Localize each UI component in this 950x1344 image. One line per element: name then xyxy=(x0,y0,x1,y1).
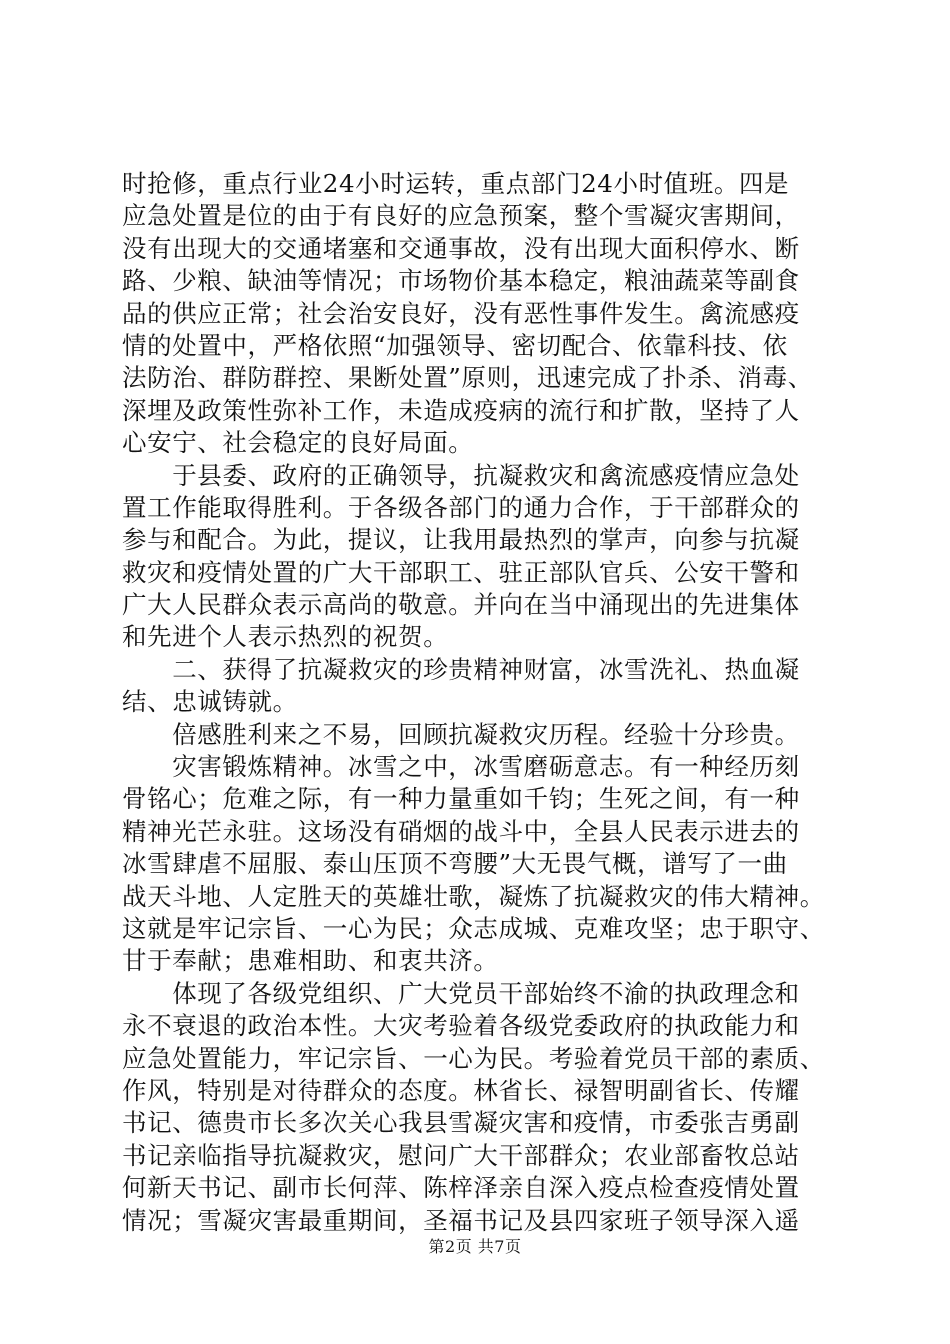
text-line: 没有出现大的交通堵塞和交通事故，没有出现大面积停水、断 xyxy=(122,233,800,263)
text-line: 于县委、政府的正确领导，抗凝救灾和禽流感疫情应急处 xyxy=(122,460,800,490)
text-line: 甘于奉献；患难相助、和衷共济。 xyxy=(122,946,499,976)
text-line: 永不衰退的政治本性。大灾考验着各级党委政府的执政能力和 xyxy=(122,1011,800,1041)
text-line: 路、少粮、缺油等情况；市场物价基本稳定，粮油蔬菜等副食 xyxy=(122,266,800,296)
text-line: 倍感胜利来之不易，回顾抗凝救灾历程。经验十分珍贵。 xyxy=(122,719,800,749)
text-line: 置工作能取得胜利。于各级各部门的通力合作，于干部群众的 xyxy=(122,492,800,522)
text-line: 和先进个人表示热烈的祝贺。 xyxy=(122,622,449,652)
text-line: 深埋及政策性弥补工作，未造成疫病的流行和扩散，坚持了人 xyxy=(122,395,800,425)
text-line: 何新天书记、副市长何萍、陈梓泽亲自深入疫点检查疫情处置 xyxy=(122,1173,800,1203)
text-line: 广大人民群众表示高尚的敬意。并向在当中涌现出的先进集体 xyxy=(122,590,800,620)
text-line: 应急处置是位的由于有良好的应急预案，整个雪凝灾害期间， xyxy=(122,201,800,231)
page-number-footer: 第2页 共7页 xyxy=(428,1237,522,1256)
text-line: 结、忠诚铸就。 xyxy=(122,687,298,717)
text-line: 精神光芒永驻。这场没有硝烟的战斗中，全县人民表示进去的 xyxy=(122,816,800,846)
text-line: 情况；雪凝灾害最重期间，圣福书记及县四家班子领导深入遥 xyxy=(122,1205,800,1235)
text-line: 参与和配合。为此，提议，让我用最热烈的掌声，向参与抗凝 xyxy=(122,525,800,555)
text-line: 时抢修，重点行业24小时运转，重点部门24小时值班。四是 xyxy=(122,169,790,198)
text-line: 救灾和疫情处置的广大干部职工、驻正部队官兵、公安干警和 xyxy=(122,557,800,587)
text-line: 体现了各级党组织、广大党员干部始终不渝的执政理念和 xyxy=(122,978,800,1008)
text-line: 战天斗地、人定胜天的英雄壮歌，凝炼了抗凝救灾的伟大精神。 xyxy=(122,881,825,911)
text-line: 书记亲临指导抗凝救灾，慰问广大干部群众；农业部畜牧总站 xyxy=(122,1140,800,1170)
text-line: 法防治、群防群控、果断处置”原则，迅速完成了扑杀、消毒、 xyxy=(122,363,813,393)
text-line: 情的处置中，严格依照“加强领导、密切配合、依靠科技、依 xyxy=(122,330,788,360)
text-line: 应急处置能力，牢记宗旨、一心为民。考验着党员干部的素质、 xyxy=(122,1043,825,1073)
text-line: 灾害锻炼精神。冰雪之中，冰雪磨砺意志。有一种经历刻 xyxy=(122,752,800,782)
text-line: 作风，特别是对待群众的态度。林省长、禄智明副省长、传耀 xyxy=(122,1075,800,1105)
text-line: 冰雪肆虐不屈服、泰山压顶不弯腰”大无畏气概，谱写了一曲 xyxy=(122,849,788,879)
text-line: 书记、德贵市长多次关心我县雪凝灾害和疫情，市委张吉勇副 xyxy=(122,1108,800,1138)
text-line: 品的供应正常；社会治安良好，没有恶性事件发生。禽流感疫 xyxy=(122,298,800,328)
text-line: 二、获得了抗凝救灾的珍贵精神财富，冰雪洗礼、热血凝 xyxy=(122,654,800,684)
text-line: 心安宁、社会稳定的良好局面。 xyxy=(122,428,474,458)
text-line: 这就是牢记宗旨、一心为民；众志成城、克难攻坚；忠于职守、 xyxy=(122,913,825,943)
text-line: 骨铭心；危难之际，有一种力量重如千钧；生死之间，有一种 xyxy=(122,784,800,814)
document-body xyxy=(122,168,832,1237)
